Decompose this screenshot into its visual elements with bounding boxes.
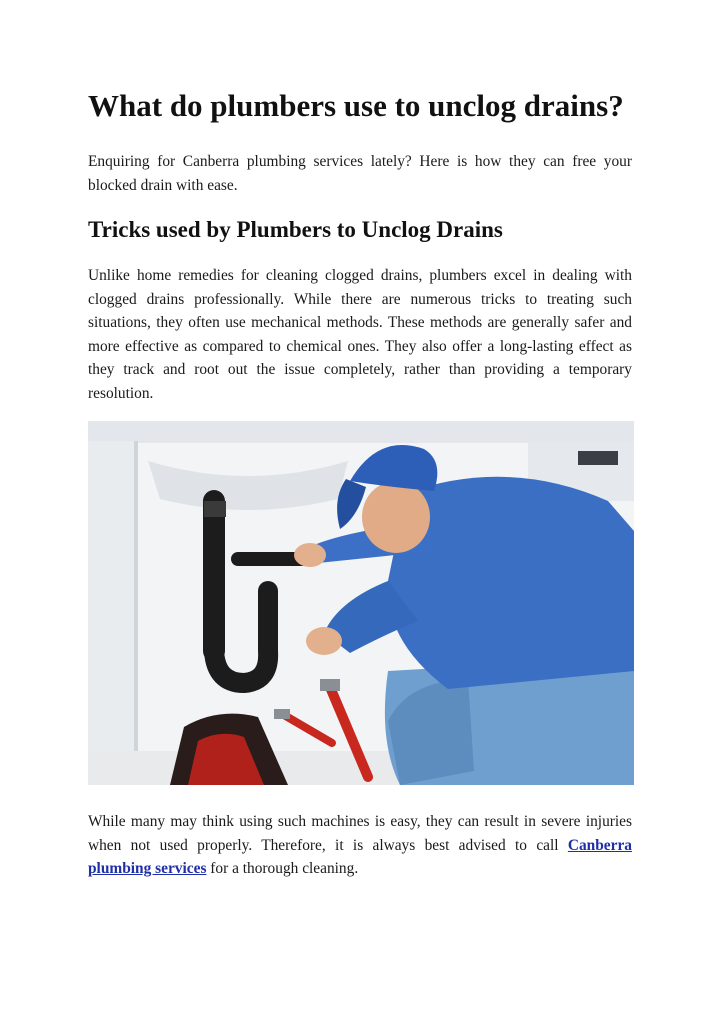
closing-paragraph [88,810,632,881]
closing-text-end: for a thorough cleaning. [210,860,359,878]
page-title: What do plumbers use to unclog drains? [88,88,624,123]
intro-paragraph: Enquiring for Canberra plumbing services lately? Here is how they can free your blocked drain with ease. [88,153,632,194]
plumber-photo [88,421,634,785]
body-paragraph: Unlike home remedies for cleaning clogged drains, plumbers excel in dealing with clogged drains professionally. While there are numerous tricks to treating such situations, they often use mechanical methods. These methods are generally safer and more effective as compared to chemical ones. They also offer a long-lasting effect as they track and root out the issue completely, rather than providing a temporary resolution. [88,267,632,402]
canberra-plumbing-link[interactable]: Canberra plumbing services [88,836,632,878]
closing-text: While many may think using such machines is easy, they can result in severe injuries when not used properly. Therefore, it is always best advised to call [88,813,632,854]
section-heading: Tricks used by Plumbers to Unclog Drains [88,217,503,242]
